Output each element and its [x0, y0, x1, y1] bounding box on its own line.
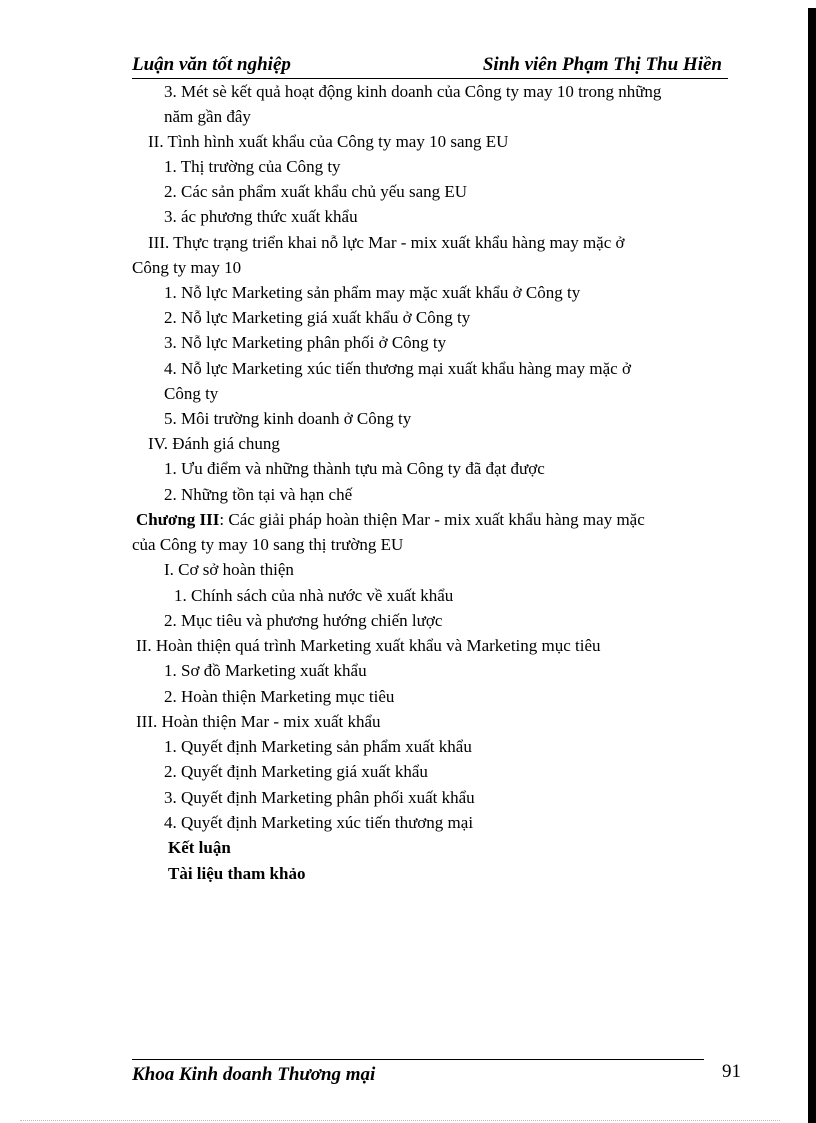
toc-item: 1. Ưu điểm và những thành tựu mà Công ty đã đạt được	[164, 459, 545, 478]
toc-item: 1. Nỗ lực Marketing sản phẩm may mặc xuất khẩu ở Công ty	[164, 283, 581, 302]
toc-item: 1. Thị trường của Công ty	[164, 157, 341, 176]
toc-item: 1. Chính sách của nhà nước về xuất khẩu	[174, 586, 454, 605]
toc-section-heading: III. Hoàn thiện Mar - mix xuất khẩu	[136, 712, 381, 731]
toc-item: 4. Quyết định Marketing xúc tiến thương mại	[164, 813, 474, 832]
chapter-title: : Các giải pháp hoàn thiện Mar - mix xuất khẩu hàng may mặc	[219, 510, 645, 529]
header-student-name: Sinh viên Phạm Thị Thu Hiền	[482, 54, 722, 75]
toc-section-heading: II. Tình hình xuất khẩu của Công ty may 10 sang EU	[148, 132, 509, 151]
toc-section-heading: IV. Đánh giá chung	[148, 434, 280, 453]
toc-chapter-continuation: của Công ty may 10 sang thị trường EU	[132, 535, 404, 554]
toc-item: 1. Sơ đồ Marketing xuất khẩu	[164, 661, 367, 680]
toc-item: 3. Quyết định Marketing phân phối xuất khẩu	[164, 788, 475, 807]
footer-faculty: Khoa Kinh doanh Thương mại	[132, 1064, 376, 1085]
header-thesis-title: Luận văn tốt nghiệp	[132, 54, 291, 75]
page-bottom-edge	[20, 1120, 780, 1121]
toc-item: 2. Hoàn thiện Marketing mục tiêu	[164, 687, 395, 706]
toc-item: 2. Các sản phẩm xuất khẩu chủ yếu sang EU	[164, 182, 468, 201]
toc-item: 2. Quyết định Marketing giá xuất khẩu	[164, 762, 428, 781]
toc-item: 2. Mục tiêu và phương hướng chiến lược	[164, 611, 443, 630]
toc-conclusion: Kết luận	[168, 838, 231, 857]
toc-section-heading: I. Cơ sở hoàn thiện	[164, 560, 294, 579]
toc-item: 2. Nỗ lực Marketing giá xuất khẩu ở Công ty	[164, 308, 471, 327]
page-header	[132, 52, 728, 79]
toc-item-continuation: năm gần đây	[164, 107, 251, 126]
page-shadow-right	[808, 8, 816, 1123]
toc-item: 2. Những tồn tại và hạn chế	[164, 485, 353, 504]
toc-chapter-heading	[136, 507, 645, 532]
toc-item: 4. Nỗ lực Marketing xúc tiến thương mại xuất khẩu hàng may mặc ở	[164, 359, 631, 378]
toc-references: Tài liệu tham khảo	[168, 864, 306, 883]
toc-item: 3. Mét sè kết quả hoạt động kinh doanh của Công ty may 10 trong những	[164, 82, 662, 101]
footer-rule	[132, 1059, 704, 1060]
toc-item: 5. Môi trường kinh doanh ở Công ty	[164, 409, 412, 428]
toc-section-heading: III. Thực trạng triển khai nỗ lực Mar - mix xuất khẩu hàng may mặc ở	[148, 233, 625, 252]
toc-item: 3. Nỗ lực Marketing phân phối ở Công ty	[164, 333, 447, 352]
page-number: 91	[722, 1061, 741, 1082]
toc-section-continuation: Công ty may 10	[132, 258, 242, 277]
toc-item: 3. ác phương thức xuất khẩu	[164, 207, 358, 226]
toc-section-heading: II. Hoàn thiện quá trình Marketing xuất khẩu và Marketing mục tiêu	[136, 636, 601, 655]
toc-item-continuation: Công ty	[164, 384, 219, 403]
chapter-label: Chương III	[136, 510, 220, 529]
toc-item: 1. Quyết định Marketing sản phẩm xuất khẩu	[164, 737, 472, 756]
